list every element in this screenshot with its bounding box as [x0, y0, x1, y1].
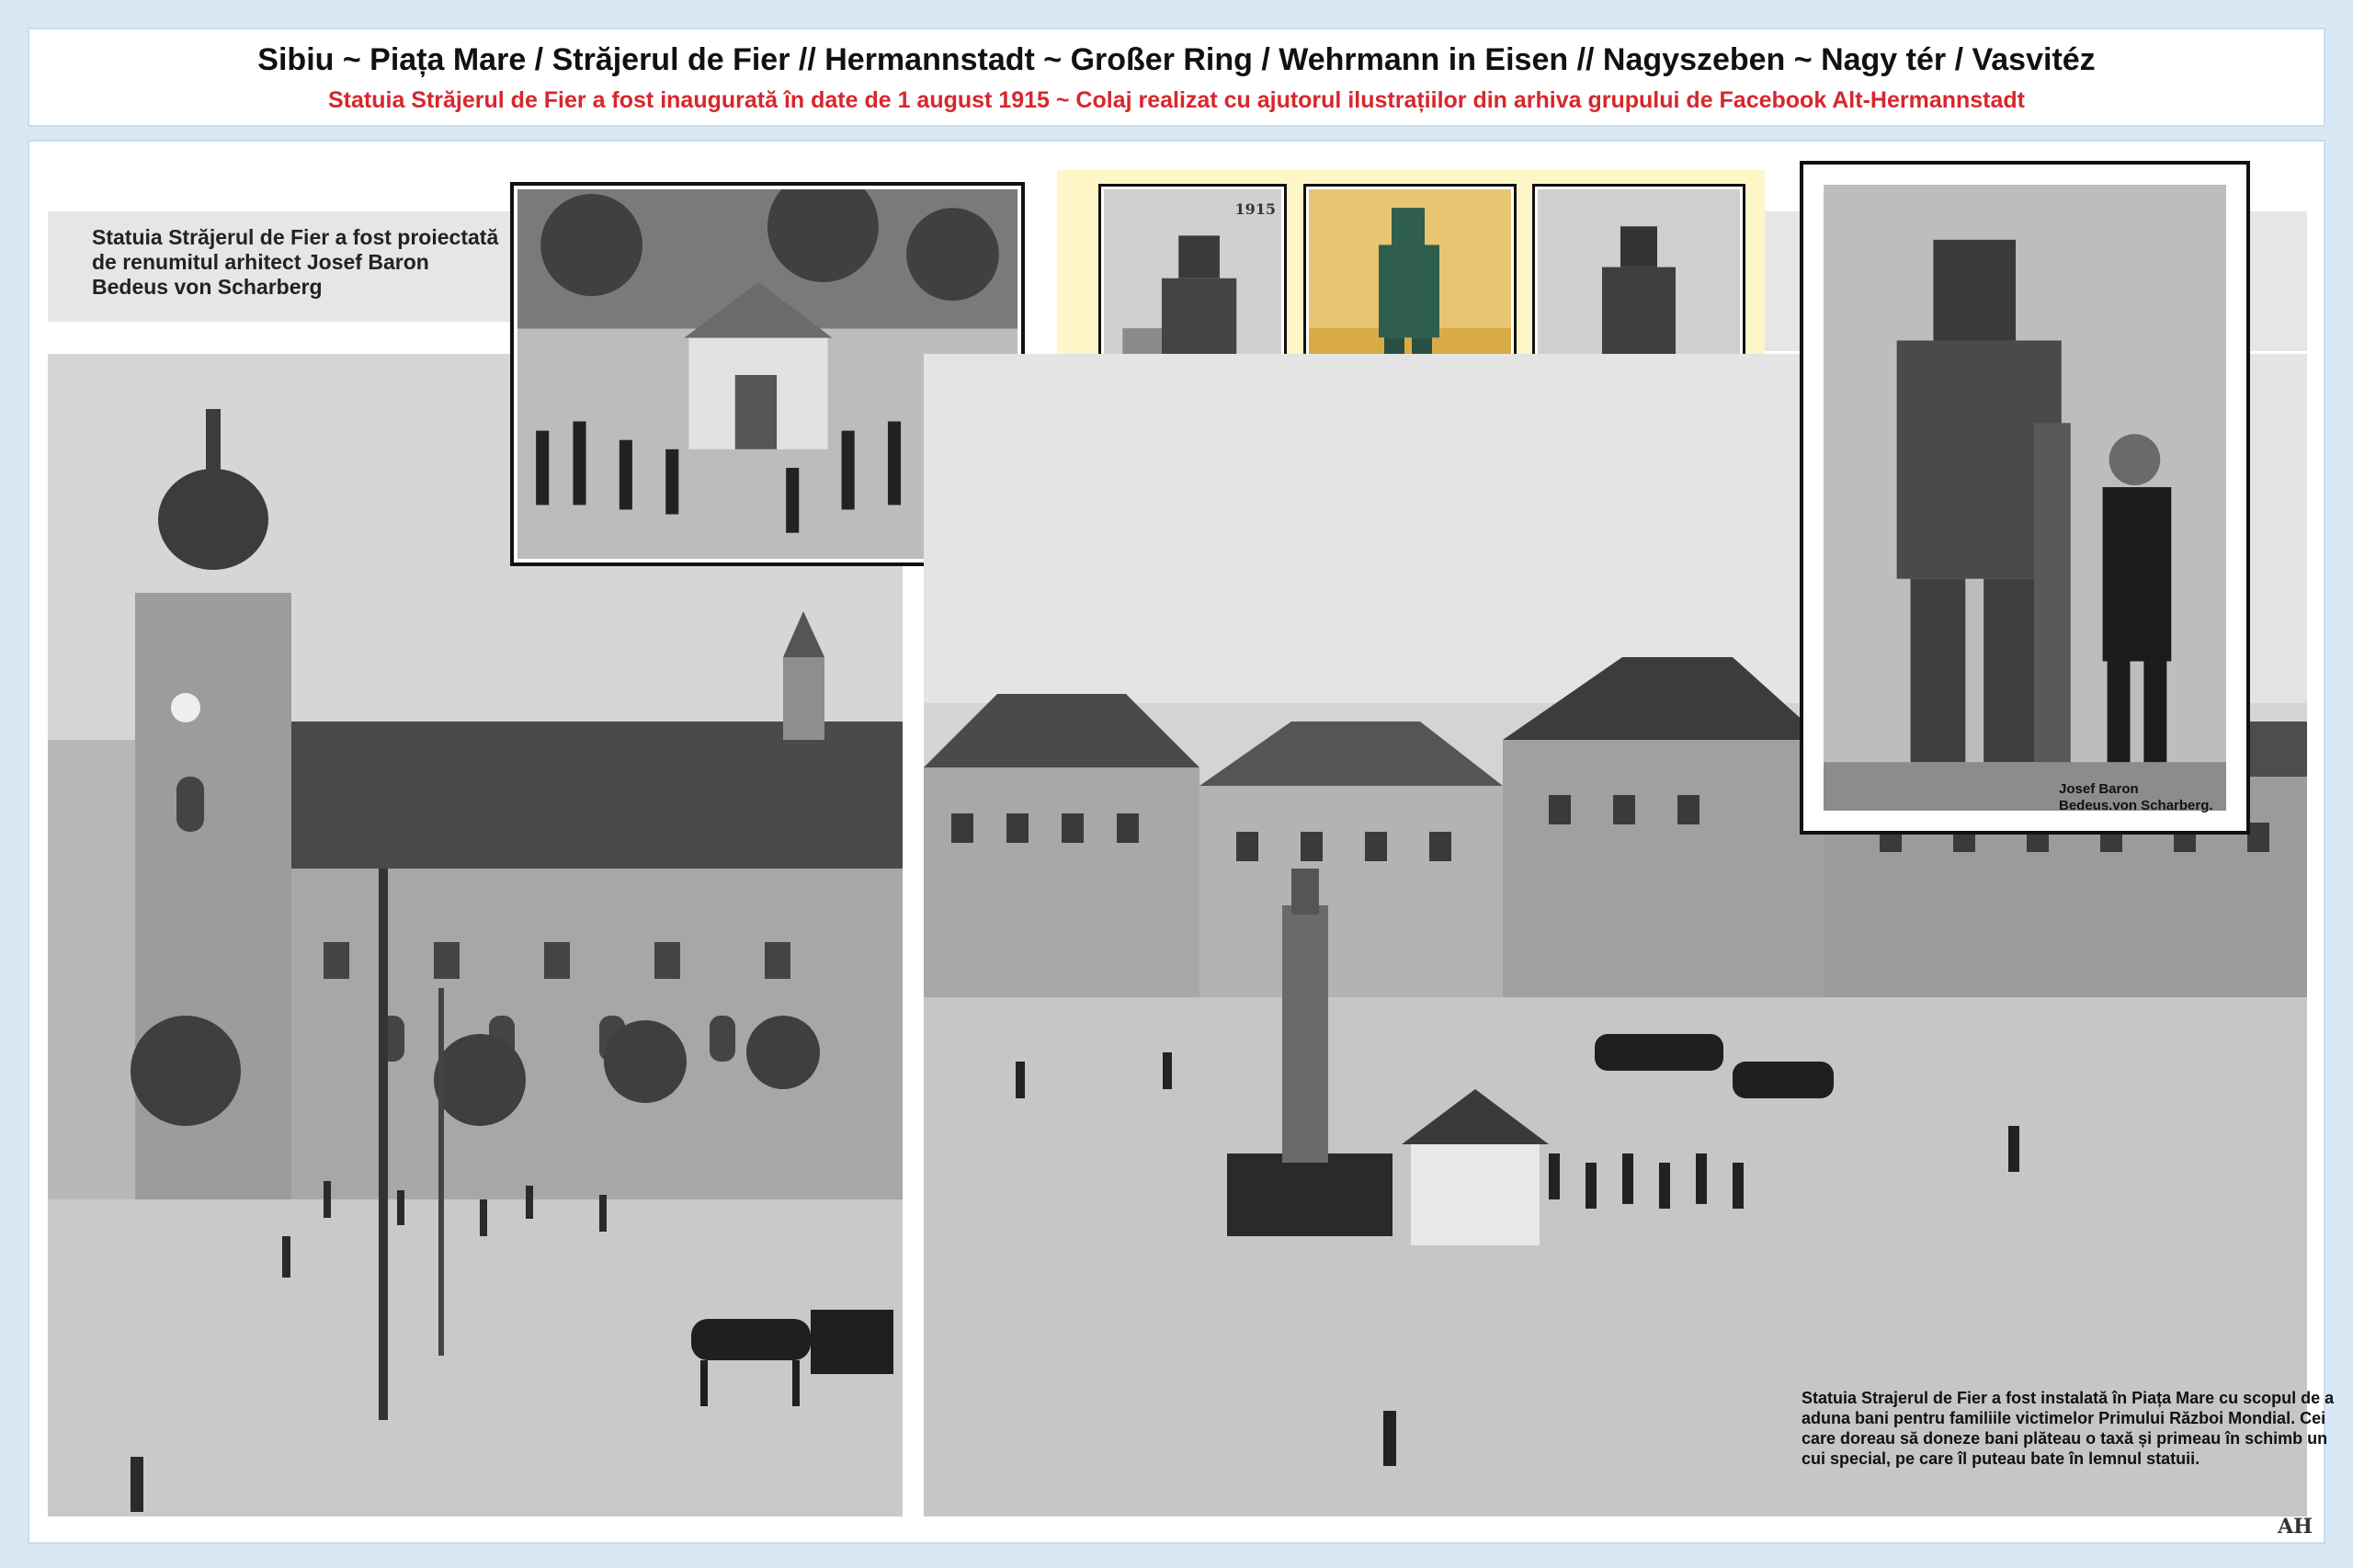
knight-with-architect-illustration [1824, 185, 2226, 811]
knight-with-architect-image [1824, 185, 2226, 811]
photo-knight-with-architect [1800, 161, 2250, 835]
page-title: Sibiu ~ Piața Mare / Străjerul de Fier // Hermannstadt ~ Großer Ring / Wehrmann in Eisen // Nagyszeben ~ Nagy tér / Vasvitéz [257, 42, 2096, 77]
logo-mark: AH [2278, 1515, 2313, 1539]
header-banner [28, 28, 2325, 127]
caption-architect-line2: Bedeus.von Scharberg. [2059, 798, 2213, 813]
postcard-year: 1915 [1234, 200, 1276, 218]
caption-architect-photo [2059, 781, 2224, 814]
caption-architect-line1: Josef Baron [2059, 781, 2139, 797]
alt-hermannstadt-logo [2272, 1515, 2318, 1546]
caption-purpose: Statuia Strajerul de Fier a fost instalată în Piața Mare cu scopul de a aduna bani pentru familiile victimelor Primului Război Mondial. Cei care doreau să doneze bani plăteau o taxă și primeau în schimb un cui special, pe care îl puteau bate în lemnul statuii. [1802, 1389, 2335, 1468]
page-subtitle: Statuia Străjerul de Fier a fost inaugurată în date de 1 august 1915 ~ Colaj realizat cu ajutorul ilustrațiilor din arhiva grupului de Facebook Alt-Hermannstadt [328, 87, 2025, 113]
caption-architect: Statuia Străjerul de Fier a fost proiectată de renumitul arhitect Josef Baron Bedeus von Scharberg [92, 225, 499, 299]
